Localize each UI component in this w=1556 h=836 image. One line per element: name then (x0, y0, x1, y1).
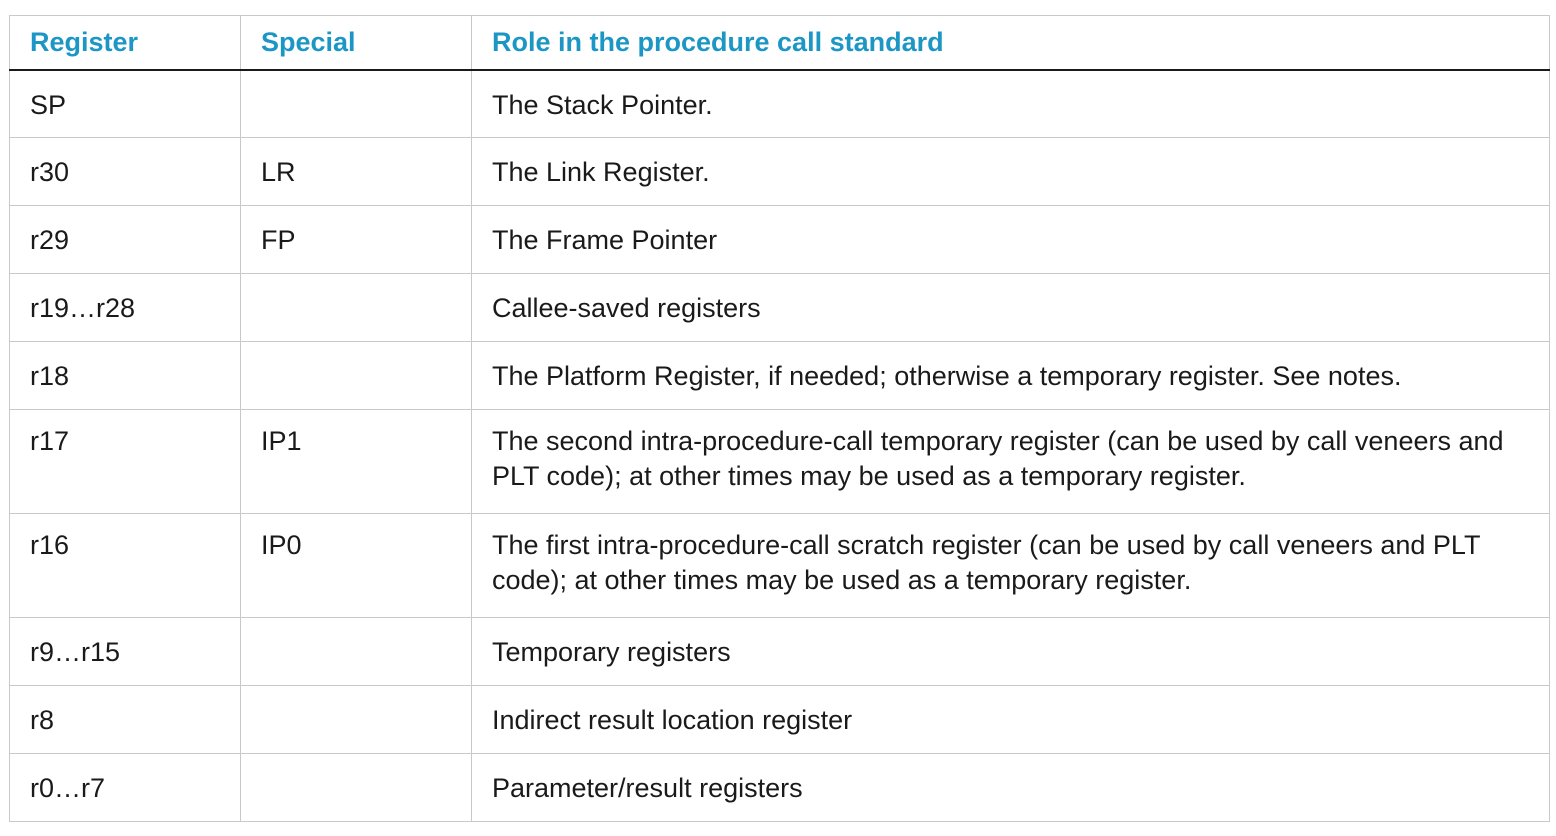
special-cell: IP1 (241, 410, 472, 514)
register-cell: r19…r28 (10, 274, 241, 342)
register-cell: r8 (10, 686, 241, 754)
table-header (10, 16, 1550, 70)
register-cell: r16 (10, 514, 241, 618)
role-cell: Temporary registers (472, 618, 1550, 686)
role-cell: Parameter/result registers (472, 754, 1550, 822)
special-cell (241, 754, 472, 822)
role-cell: The first intra-procedure-call scratch register (can be used by call veneers and PLT code); at other times may be used as a temporary register. (472, 514, 1550, 618)
role-cell: The Link Register. (472, 138, 1550, 206)
role-cell: The Platform Register, if needed; otherwise a temporary register. See notes. (472, 342, 1550, 410)
register-cell: r29 (10, 206, 241, 274)
register-cell: r17 (10, 410, 241, 514)
special-cell: IP0 (241, 514, 472, 618)
register-cell: SP (10, 70, 241, 138)
header-register: Register (10, 16, 241, 70)
table-row (10, 410, 1550, 514)
table-row (10, 686, 1550, 754)
table-row (10, 274, 1550, 342)
table-row (10, 618, 1550, 686)
register-cell: r18 (10, 342, 241, 410)
role-cell: The Stack Pointer. (472, 70, 1550, 138)
role-cell: The second intra-procedure-call temporary register (can be used by call veneers and PLT code); at other times may be used as a temporary register. (472, 410, 1550, 514)
special-cell: FP (241, 206, 472, 274)
special-cell (241, 274, 472, 342)
register-cell: r0…r7 (10, 754, 241, 822)
table-row (10, 514, 1550, 618)
header-role: Role in the procedure call standard (472, 16, 1550, 70)
special-cell (241, 618, 472, 686)
role-cell: Indirect result location register (472, 686, 1550, 754)
special-cell: LR (241, 138, 472, 206)
table-row (10, 342, 1550, 410)
special-cell (241, 70, 472, 138)
table-body (10, 70, 1550, 822)
table-row (10, 754, 1550, 822)
role-cell: Callee-saved registers (472, 274, 1550, 342)
table-row (10, 70, 1550, 138)
role-cell: The Frame Pointer (472, 206, 1550, 274)
table-row (10, 138, 1550, 206)
register-cell: r9…r15 (10, 618, 241, 686)
header-special: Special (241, 16, 472, 70)
register-cell: r30 (10, 138, 241, 206)
special-cell (241, 342, 472, 410)
register-table (9, 15, 1550, 822)
table-row (10, 206, 1550, 274)
special-cell (241, 686, 472, 754)
header-row (10, 16, 1550, 70)
